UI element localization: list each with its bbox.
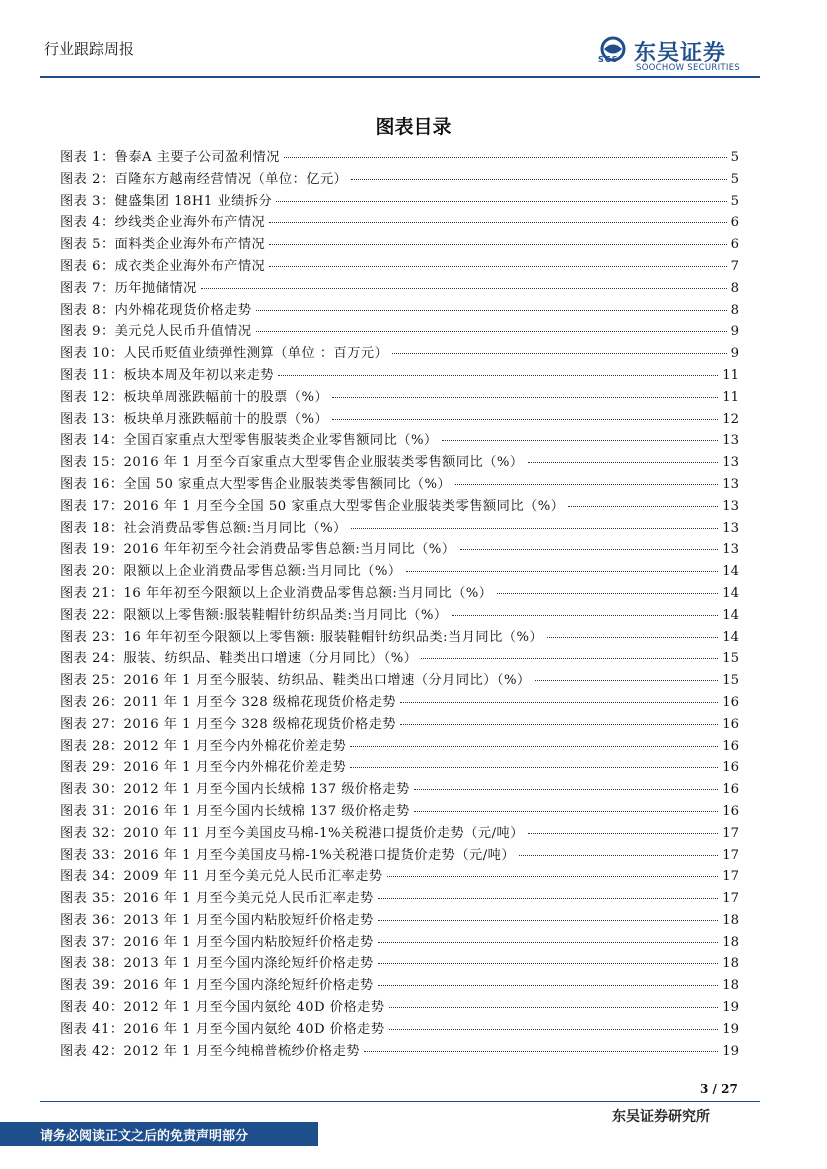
toc-entry[interactable] bbox=[60, 495, 739, 517]
toc-dot-leader bbox=[269, 265, 726, 267]
toc-entry-title: 2012 年 1 月至今国内长绒棉 137 级价格走势 bbox=[123, 782, 410, 798]
toc-entry-page: 17 bbox=[722, 891, 739, 907]
footer-institute: 东吴证券研究所 bbox=[612, 1109, 710, 1125]
toc-entry-title: 人民币贬值业绩弹性测算（单位 ：百万元） bbox=[123, 346, 389, 362]
toc-dot-leader bbox=[387, 875, 719, 877]
toc-entry[interactable] bbox=[60, 299, 739, 321]
toc-entry-number: 图表 18： bbox=[60, 520, 124, 536]
toc-entry-number: 图表 9： bbox=[60, 324, 115, 340]
toc-dot-leader bbox=[547, 636, 718, 638]
toc-entry-title: 2016 年 1 月至今美国皮马棉-1%关税港口提货价走势（元/吨） bbox=[123, 847, 516, 863]
toc-dot-leader bbox=[256, 309, 727, 311]
toc-entry[interactable] bbox=[60, 582, 739, 604]
toc-entry[interactable] bbox=[60, 211, 739, 233]
logo-chinese-name: 东吴证券 bbox=[634, 41, 727, 66]
toc-entry[interactable] bbox=[60, 626, 739, 648]
toc-entry[interactable] bbox=[60, 517, 739, 539]
toc-entry[interactable] bbox=[60, 887, 739, 909]
toc-entry-title: 鲁泰A 主要子公司盈利情况 bbox=[114, 150, 280, 165]
toc-entry-title: 美元兑人民币升值情况 bbox=[114, 324, 252, 340]
toc-entry-page: 5 bbox=[730, 150, 739, 165]
toc-entry-title: 限额以上企业消费品零售总额:当月同比（%） bbox=[123, 564, 402, 580]
toc-dot-leader bbox=[421, 657, 718, 659]
toc-entry-page: 6 bbox=[730, 237, 739, 253]
toc-entry-page: 17 bbox=[722, 825, 739, 841]
toc-entry[interactable] bbox=[60, 647, 739, 669]
toc-entry[interactable] bbox=[60, 669, 739, 691]
toc-entry-title: 2009 年 11 月至今美元兑人民币汇率走势 bbox=[123, 869, 383, 885]
toc-dot-leader bbox=[528, 461, 719, 463]
toc-dot-leader bbox=[406, 570, 719, 572]
toc-entry-number: 图表 1： bbox=[60, 150, 115, 165]
toc-entry-number: 图表 15： bbox=[60, 455, 124, 471]
toc-entry-title: 2012 年 1 月至今内外棉花价差走势 bbox=[123, 738, 347, 754]
toc-entry-page: 19 bbox=[722, 1021, 739, 1037]
toc-dot-leader bbox=[378, 962, 719, 964]
toc-entry-page: 18 bbox=[722, 912, 739, 928]
toc-entry-page: 8 bbox=[730, 280, 739, 296]
toc-entry-number: 图表 29： bbox=[60, 760, 124, 776]
toc-entry[interactable] bbox=[60, 909, 739, 931]
toc-entry-page: 16 bbox=[722, 716, 739, 732]
toc-entry-number: 图表 2： bbox=[60, 171, 115, 187]
toc-entry[interactable] bbox=[60, 865, 739, 887]
toc-entry-page: 12 bbox=[722, 411, 739, 427]
toc-dot-leader bbox=[528, 832, 718, 834]
toc-entry[interactable] bbox=[60, 560, 739, 582]
toc-dot-leader bbox=[400, 723, 718, 725]
toc-entry-title: 2012 年 1 月至今国内氨纶 40D 价格走势 bbox=[123, 1000, 385, 1016]
toc-entry-number: 图表 5： bbox=[60, 237, 115, 253]
toc-entry-page: 9 bbox=[730, 346, 739, 362]
toc-dot-leader bbox=[256, 330, 727, 332]
toc-entry-number: 图表 11： bbox=[60, 367, 124, 383]
toc-entry[interactable] bbox=[60, 713, 739, 735]
toc-entry-page: 14 bbox=[722, 564, 739, 580]
toc-entry-title: 服装、纺织品、鞋类出口增速（分月同比）（%） bbox=[123, 651, 418, 667]
toc-entry-number: 图表 24： bbox=[60, 651, 124, 667]
toc-entry-title: 2016 年 1 月至今美元兑人民币汇率走势 bbox=[123, 891, 374, 907]
toc-entry-page: 14 bbox=[722, 629, 739, 645]
toc-entry[interactable] bbox=[60, 931, 739, 953]
toc-entry-title: 板块本周及年初以来走势 bbox=[123, 367, 275, 383]
toc-entry[interactable] bbox=[60, 778, 739, 800]
toc-entry-title: 全国 50 家重点大型零售企业服装类零售额同比（%） bbox=[123, 476, 452, 492]
toc-entry-number: 图表 22： bbox=[60, 607, 124, 623]
logo-mark-text: SCS bbox=[598, 55, 619, 64]
toc-entry-number: 图表 41： bbox=[60, 1021, 124, 1037]
toc-entry-number: 图表 8： bbox=[60, 302, 115, 318]
toc-entry-page: 15 bbox=[722, 651, 739, 667]
toc-entry-number: 图表 17： bbox=[60, 498, 124, 514]
toc-entry[interactable] bbox=[60, 277, 739, 299]
toc-entry-page: 18 bbox=[722, 978, 739, 994]
toc-entry-title: 2016 年 1 月至今 328 级棉花现货价格走势 bbox=[123, 716, 397, 732]
toc-entry-page: 11 bbox=[722, 389, 739, 405]
toc-entry-page: 14 bbox=[722, 585, 739, 601]
toc-entry-page: 17 bbox=[722, 847, 739, 863]
toc-entry-number: 图表 40： bbox=[60, 1000, 124, 1016]
toc-entry-page: 15 bbox=[722, 673, 739, 689]
toc-entry-number: 图表 27： bbox=[60, 716, 124, 732]
toc-entry-title: 纱线类企业海外布产情况 bbox=[114, 215, 266, 231]
toc-entry[interactable] bbox=[60, 168, 739, 190]
toc-entry-title: 板块单周涨跌幅前十的股票（%） bbox=[123, 389, 329, 405]
toc-entry[interactable] bbox=[60, 1018, 739, 1040]
toc-entry-title: 面料类企业海外布产情况 bbox=[114, 237, 266, 253]
toc-dot-leader bbox=[351, 178, 726, 180]
toc-entry[interactable] bbox=[60, 320, 739, 342]
toc-entry-page: 17 bbox=[722, 869, 739, 885]
toc-entry-page: 13 bbox=[722, 520, 739, 536]
toc-title: 图表目录 bbox=[375, 116, 452, 138]
toc-entry[interactable] bbox=[60, 735, 739, 757]
toc-entry-number: 图表 36： bbox=[60, 912, 124, 928]
toc-dot-leader bbox=[414, 810, 718, 812]
toc-entry[interactable] bbox=[60, 473, 739, 495]
toc-dot-leader bbox=[350, 745, 718, 747]
toc-entry[interactable] bbox=[60, 146, 739, 168]
toc-entry-number: 图表 16： bbox=[60, 476, 124, 492]
footer-disclaimer: 请务必阅读正文之后的免责声明部分 bbox=[40, 1129, 249, 1144]
toc-entry-title: 2013 年 1 月至今国内涤纶短纤价格走势 bbox=[123, 956, 374, 972]
toc-dot-leader bbox=[350, 766, 718, 768]
toc-entry-page: 18 bbox=[722, 956, 739, 972]
toc-entry-title: 2016 年年初至今社会消费品零售总额:当月同比（%） bbox=[123, 542, 456, 558]
toc-entry[interactable] bbox=[60, 952, 739, 974]
toc-entry-title: 2012 年 1 月至今纯棉普梳纱价格走势 bbox=[123, 1043, 361, 1059]
toc-dot-leader bbox=[378, 984, 719, 986]
toc-dot-leader bbox=[452, 614, 719, 616]
toc-entry-title: 2016 年 1 月至今服装、纺织品、鞋类出口增速（分月同比）（%） bbox=[123, 673, 531, 689]
toc-entry[interactable] bbox=[60, 451, 739, 473]
toc-entry[interactable] bbox=[60, 429, 739, 451]
toc-entry-title: 2011 年 1 月至今 328 级棉花现货价格走势 bbox=[123, 694, 397, 710]
toc-entry-number: 图表 4： bbox=[60, 215, 115, 231]
toc-entry-number: 图表 35： bbox=[60, 891, 124, 907]
toc-entry-title: 16 年年初至今限额以上零售额: 服装鞋帽针纺织品类:当月同比（%） bbox=[123, 629, 544, 645]
toc-entry[interactable] bbox=[60, 974, 739, 996]
toc-entry-number: 图表 37： bbox=[60, 934, 124, 950]
toc-dot-leader bbox=[389, 1006, 719, 1008]
toc-dot-leader bbox=[392, 352, 726, 354]
toc-entry-page: 5 bbox=[730, 193, 739, 209]
toc-entry-title: 板块单月涨跌幅前十的股票（%） bbox=[123, 411, 329, 427]
toc-entry-number: 图表 12： bbox=[60, 389, 124, 405]
toc-dot-leader bbox=[378, 919, 719, 921]
toc-entry[interactable] bbox=[60, 691, 739, 713]
toc-entry-page: 19 bbox=[722, 1043, 739, 1059]
brand-logo bbox=[596, 36, 766, 74]
toc-entry-number: 图表 21： bbox=[60, 585, 124, 601]
toc-dot-leader bbox=[351, 527, 718, 529]
toc-dot-leader bbox=[519, 854, 718, 856]
toc-entry-page: 8 bbox=[730, 302, 739, 318]
toc-entry-number: 图表 31： bbox=[60, 803, 124, 819]
toc-list bbox=[60, 146, 739, 1061]
toc-entry-number: 图表 42： bbox=[60, 1043, 124, 1059]
toc-entry-title: 2016 年 1 月至今国内粘胶短纤价格走势 bbox=[123, 934, 374, 950]
toc-dot-leader bbox=[460, 548, 719, 550]
header-divider bbox=[40, 76, 760, 78]
logo-english-name: SOOCHOW SECURITIES bbox=[636, 63, 741, 73]
toc-entry-title: 历年抛储情况 bbox=[114, 280, 197, 296]
toc-dot-leader bbox=[442, 439, 719, 441]
toc-entry-page: 13 bbox=[722, 455, 739, 471]
page-number: 3 / 27 bbox=[700, 1082, 738, 1096]
toc-dot-leader bbox=[201, 287, 727, 289]
toc-entry-title: 2010 年 11 月至今美国皮马棉-1%关税港口提货价走势（元/吨） bbox=[123, 825, 524, 841]
toc-dot-leader bbox=[378, 897, 719, 899]
toc-entry-title: 百隆东方越南经营情况（单位：亿元） bbox=[114, 171, 348, 187]
toc-entry[interactable] bbox=[60, 800, 739, 822]
toc-entry-number: 图表 7： bbox=[60, 280, 115, 296]
toc-entry-number: 图表 32： bbox=[60, 825, 124, 841]
toc-dot-leader bbox=[455, 483, 718, 485]
toc-entry[interactable] bbox=[60, 190, 739, 212]
toc-dot-leader bbox=[364, 1050, 718, 1052]
toc-entry-title: 2016 年 1 月至今内外棉花价差走势 bbox=[123, 760, 347, 776]
soochow-logo-icon bbox=[596, 36, 630, 70]
toc-entry[interactable] bbox=[60, 822, 739, 844]
toc-dot-leader bbox=[269, 243, 726, 245]
toc-entry[interactable] bbox=[60, 342, 739, 364]
toc-entry-title: 2013 年 1 月至今国内粘胶短纤价格走势 bbox=[123, 912, 374, 928]
toc-entry-title: 健盛集团 18H1 业绩拆分 bbox=[114, 193, 273, 209]
toc-entry-page: 16 bbox=[722, 694, 739, 710]
toc-dot-leader bbox=[389, 1028, 719, 1030]
toc-entry-page: 9 bbox=[730, 324, 739, 340]
toc-entry[interactable] bbox=[60, 1040, 739, 1062]
toc-entry-number: 图表 30： bbox=[60, 782, 124, 798]
toc-entry-page: 7 bbox=[730, 258, 739, 274]
toc-dot-leader bbox=[568, 505, 718, 507]
toc-entry-number: 图表 33： bbox=[60, 847, 124, 863]
toc-dot-leader bbox=[332, 418, 718, 420]
footer-divider bbox=[40, 1101, 760, 1102]
toc-entry-title: 2016 年 1 月至今国内长绒棉 137 级价格走势 bbox=[123, 803, 410, 819]
toc-entry-page: 18 bbox=[722, 934, 739, 950]
toc-dot-leader bbox=[400, 701, 718, 703]
toc-entry-page: 11 bbox=[722, 367, 739, 383]
toc-entry-page: 5 bbox=[730, 171, 739, 187]
toc-entry[interactable] bbox=[60, 996, 739, 1018]
toc-entry[interactable] bbox=[60, 408, 739, 430]
toc-entry-page: 13 bbox=[722, 542, 739, 558]
toc-entry-page: 16 bbox=[722, 760, 739, 776]
toc-entry-number: 图表 6： bbox=[60, 258, 115, 274]
toc-entry-title: 16 年年初至今限额以上企业消费品零售总额:当月同比（%） bbox=[123, 585, 493, 601]
toc-entry-page: 19 bbox=[722, 1000, 739, 1016]
toc-dot-leader bbox=[284, 156, 727, 158]
toc-dot-leader bbox=[269, 221, 726, 223]
toc-dot-leader bbox=[278, 374, 718, 376]
toc-entry-title: 内外棉花现货价格走势 bbox=[114, 302, 252, 318]
toc-entry-number: 图表 23： bbox=[60, 629, 124, 645]
toc-entry-number: 图表 39： bbox=[60, 978, 124, 994]
toc-entry[interactable] bbox=[60, 844, 739, 866]
toc-dot-leader bbox=[497, 592, 719, 594]
toc-entry-number: 图表 34： bbox=[60, 869, 124, 885]
toc-dot-leader bbox=[378, 941, 719, 943]
toc-entry-page: 14 bbox=[722, 607, 739, 623]
toc-entry-title: 限额以上零售额:服装鞋帽针纺织品类:当月同比（%） bbox=[123, 607, 448, 623]
toc-entry-number: 图表 28： bbox=[60, 738, 124, 754]
toc-entry[interactable] bbox=[60, 756, 739, 778]
toc-entry-title: 2016 年 1 月至今国内涤纶短纤价格走势 bbox=[123, 978, 374, 994]
toc-entry-page: 16 bbox=[722, 803, 739, 819]
toc-entry[interactable] bbox=[60, 364, 739, 386]
toc-entry-number: 图表 13： bbox=[60, 411, 124, 427]
toc-entry[interactable] bbox=[60, 386, 739, 408]
toc-entry-title: 社会消费品零售总额:当月同比（%） bbox=[123, 520, 347, 536]
toc-entry-title: 2016 年 1 月至今国内氨纶 40D 价格走势 bbox=[123, 1021, 385, 1037]
toc-dot-leader bbox=[332, 396, 718, 398]
toc-entry[interactable] bbox=[60, 538, 739, 560]
toc-dot-leader bbox=[276, 200, 726, 202]
report-type-label: 行业跟踪周报 bbox=[44, 40, 135, 58]
toc-entry[interactable] bbox=[60, 255, 739, 277]
toc-entry-page: 6 bbox=[730, 215, 739, 231]
toc-entry-number: 图表 19： bbox=[60, 542, 124, 558]
toc-entry-page: 16 bbox=[722, 738, 739, 754]
toc-entry-number: 图表 38： bbox=[60, 956, 124, 972]
toc-entry-number: 图表 10： bbox=[60, 346, 124, 362]
toc-entry-number: 图表 14： bbox=[60, 433, 124, 449]
toc-entry-number: 图表 3： bbox=[60, 193, 115, 209]
toc-entry-title: 全国百家重点大型零售服装类企业零售额同比（%） bbox=[123, 433, 438, 449]
toc-entry-page: 16 bbox=[722, 782, 739, 798]
toc-entry-page: 13 bbox=[722, 476, 739, 492]
toc-entry[interactable] bbox=[60, 233, 739, 255]
toc-entry-number: 图表 20： bbox=[60, 564, 124, 580]
toc-entry-page: 13 bbox=[722, 433, 739, 449]
toc-entry-title: 2016 年 1 月至今全国 50 家重点大型零售企业服装类零售额同比（%） bbox=[123, 498, 565, 514]
toc-dot-leader bbox=[535, 679, 719, 681]
toc-entry[interactable] bbox=[60, 604, 739, 626]
toc-entry-number: 图表 26： bbox=[60, 694, 124, 710]
toc-entry-title: 2016 年 1 月至今百家重点大型零售企业服装类零售额同比（%） bbox=[123, 455, 524, 471]
toc-entry-number: 图表 25： bbox=[60, 673, 124, 689]
toc-entry-title: 成衣类企业海外布产情况 bbox=[114, 258, 266, 274]
toc-entry-page: 13 bbox=[722, 498, 739, 514]
toc-dot-leader bbox=[414, 788, 718, 790]
